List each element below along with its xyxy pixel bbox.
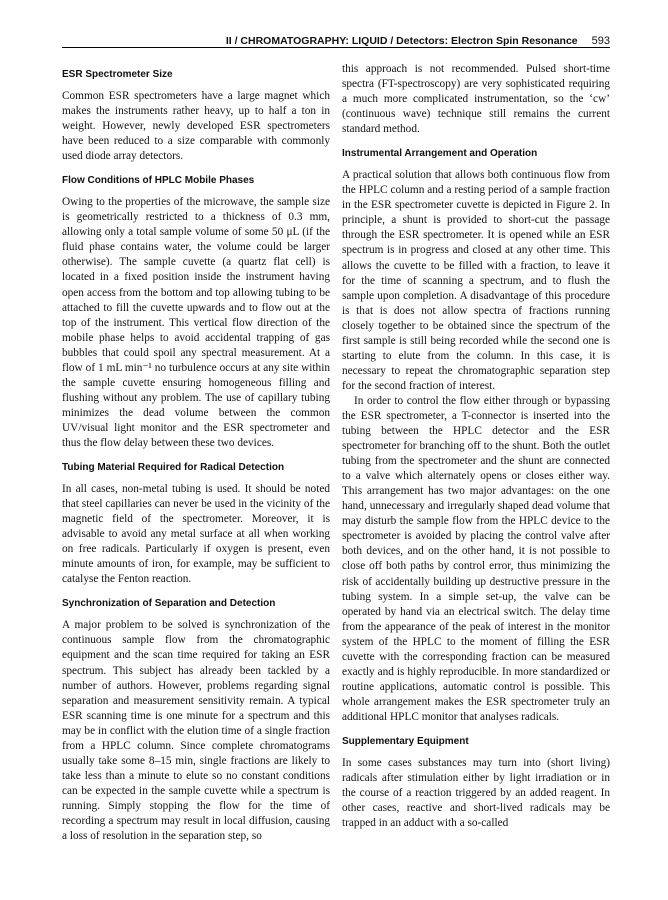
section-heading-flow-conditions: Flow Conditions of HPLC Mobile Phases: [62, 175, 255, 187]
paragraph: Owing to the properties of the microwave, the sample size is geometrically restricted to a thickness of 0.3 mm, allowing only a total sample volume of some 50 μL (if the fluid phase contains water, the volume could be larger otherwise). The sample cuvette (a quartz flat cell) is located in a fixed position inside the instrument having open access from the bottom and top allowing tubing to be attached to fill the cuvette upwards and to flow out at the top of the instrument. This vertical flow direction of the mobile phase helps to avoid accidental trapping of gas bubbles that could spoil any spectral measurement. At a flow of 1 mL min⁻¹ no turbulence occurs at any site within the sample cuvette ensuring homogeneous filling and flushing without any problem. The use of capillary tubing minimizes the dead volume between the common UV/visual light monitor and the ESR spectrometer and thus the flow delay between these two devices.: [62, 196, 330, 449]
section-heading-supplementary-equipment: Supplementary Equipment: [342, 735, 469, 747]
section-heading-instrumental-arrangement: Instrumental Arrangement and Operation: [342, 148, 538, 160]
paragraph: In some cases substances may turn into (short living) radicals after stimulation either by light irradiation or in the course of a reaction triggered by an added reagent. In other cases, reactive and short-lived radicals may be trapped in an adduct with a so-called: [342, 756, 610, 830]
section-heading-tubing-material: Tubing Material Required for Radical Detection: [62, 462, 285, 474]
paragraph: A major problem to be solved is synchronization of the continuous sample flow from the chromatographic equipment and the scan time required for taking an ESR spectrum. This subject has already been tackled by a number of authors. However, problems regarding signal separation and measurement sensitivity remain. A typical ESR scanning time is one minute for a spectrum and this may be in conflict with the elution time of a single fraction from a HPLC column. Since complete chromatograms usually take some 8–15 min, single fractions are likely to take less than a minute to elute so no constant conditions can be expected in the sample cuvette while a spectrum is running. Simply stopping the flow for the time of recording a spectrum may result in local diffusion, causing a loss of resolution in the separation step, so: [62, 619, 330, 843]
paragraph: In order to control the flow either through or bypassing the ESR spectrometer, a T-connector is inserted into the tubing between the HPLC detector and the ESR spectrometer for branching off to the shunt. Both the outlet tubing from the spectrometer and the shunt are connected to a valve which alternately opens or closes either way. This arrangement has two major advantages: on the one hand, unnecessary and irregularly shaped dead volume that may disturb the sample flow from the HPLC device to the spectrometer is avoided by placing the control valve after both devices, and on the other hand, it is not possible to close off both paths by control error, thus minimizing the risk of accidentally building up destructive pressure in the tubing system. In a simple set-up, the valve can be operated by hand via an electrical switch. The delay time from the appearance of the peak of interest in the monitor system of the HPLC to the moment of filling the ESR cuvette with the corresponding fraction can be measured exactly and is highly reproducible. In more standardized or routine applications, automatic control is possible. This whole arrangement makes the ESR spectrometer truly an additional HPLC monitor that analyses radicals.: [342, 394, 610, 723]
paragraph: In all cases, non-metal tubing is used. It should be noted that steel capillaries can never be used in the vicinity of the magnetic field of the spectrometer. Moreover, it is advisable to avoid any metal surface at all when working on free radicals. Particularly if oxygen is present, even minute amounts of iron, for example, may be sufficient to catalyse the Fenton reaction.: [62, 483, 330, 586]
left-column: [62, 62, 330, 844]
page-number: 593: [591, 35, 610, 47]
running-title: II / CHROMATOGRAPHY: LIQUID / Detectors: Electron Spin Resonance: [225, 35, 578, 47]
paragraph-continuation: this approach is not recommended. Pulsed short-time spectra (FT-spectroscopy) are very sophisticated requiring a much more complicated instrumentation, so the ‘cw’ (continuous wave) technique still remains the current standard method.: [342, 63, 610, 136]
right-column: [342, 62, 610, 831]
paragraph: A practical solution that allows both continuous flow from the HPLC column and a resting period of a sample fraction in the ESR spectrometer cuvette is depicted in Figure 2. In principle, a shunt is provided to short-cut the passage through the ESR spectrometer. It is opened while an ESR spectrum is in progress and closed at any other time. This allows the cuvette to be filled with a fraction, to leave it for the time of scanning a spectrum, and to flush the sample upon completion. A disadvantage of this procedure is that is does not allow spectra of fractions running closely together to be obtained since the spectrum of the first sample is still being recorded while the second one is starting to elute from the column. In this case, it is necessary to repeat the chromatographic separation step for the second fraction of interest.: [342, 169, 610, 392]
paragraph: Common ESR spectrometers have a large magnet which makes the instruments rather heavy, up to half a ton in weight. However, newly developed ESR spectrometers have been reduced to a size comparable with commonly used diode array detectors.: [62, 90, 330, 163]
running-header: [62, 25, 610, 48]
section-heading-esr-size: ESR Spectrometer Size: [62, 69, 173, 80]
section-heading-synchronization: Synchronization of Separation and Detection: [62, 598, 276, 610]
